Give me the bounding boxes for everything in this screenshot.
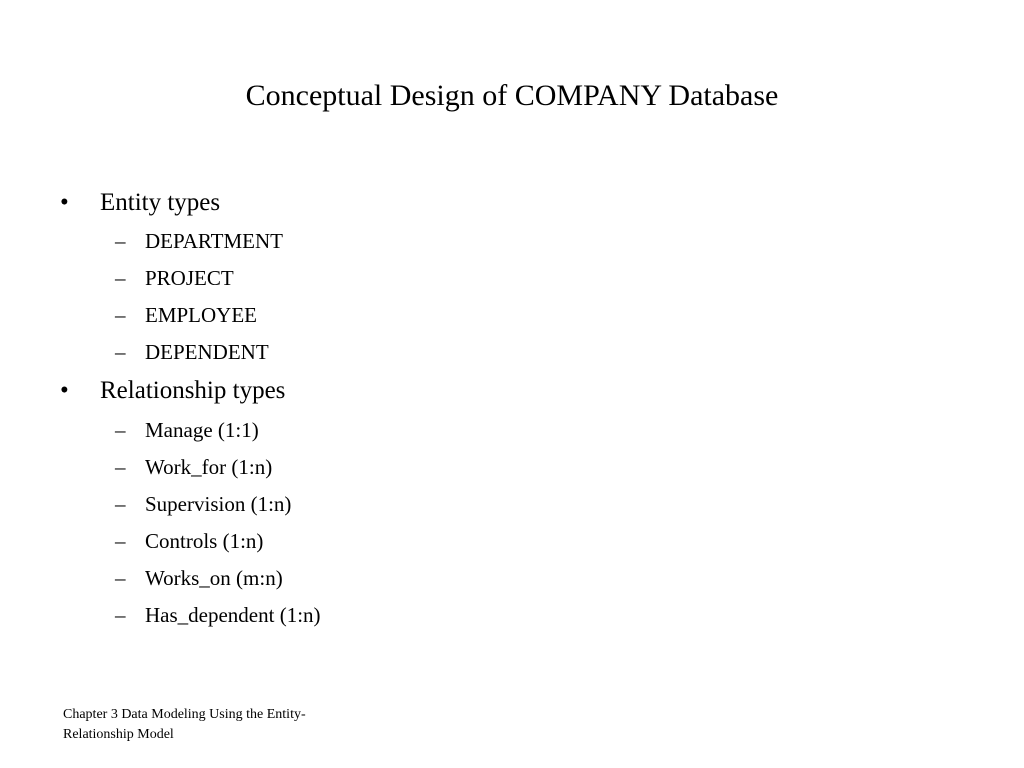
dash-icon: – <box>115 566 126 590</box>
sub-bullet-controls <box>115 528 264 554</box>
sub-bullet-text: PROJECT <box>145 266 234 290</box>
bullet-icon: • <box>60 377 69 404</box>
sub-bullet-works-on <box>115 565 283 591</box>
dash-icon: – <box>115 418 126 442</box>
sub-bullet-dependent <box>115 339 269 365</box>
sub-bullet-text: Has_dependent (1:n) <box>145 603 321 627</box>
dash-icon: – <box>115 455 126 479</box>
slide-footer <box>63 705 383 745</box>
sub-bullet-manage <box>115 417 259 443</box>
sub-bullet-text: Supervision (1:n) <box>145 492 292 516</box>
sub-bullet-text: DEPARTMENT <box>145 229 283 253</box>
sub-bullet-text: Controls (1:n) <box>145 529 264 553</box>
footer-line-2: Relationship Model <box>63 727 174 742</box>
dash-icon: – <box>115 303 126 327</box>
sub-bullet-project <box>115 265 234 291</box>
sub-bullet-text: DEPENDENT <box>145 340 269 364</box>
bullet-text: Entity types <box>100 189 221 216</box>
dash-icon: – <box>115 603 126 627</box>
sub-bullet-text: Works_on (m:n) <box>145 566 283 590</box>
sub-bullet-text: Manage (1:1) <box>145 418 259 442</box>
bullet-relationship-types <box>60 376 286 406</box>
dash-icon: – <box>115 529 126 553</box>
footer-line-1: Chapter 3 Data Modeling Using the Entity- <box>63 707 306 722</box>
sub-bullet-department <box>115 228 283 254</box>
sub-bullet-text: Work_for (1:n) <box>145 455 273 479</box>
dash-icon: – <box>115 229 126 253</box>
sub-bullet-employee <box>115 302 257 328</box>
sub-bullet-supervision <box>115 491 292 517</box>
sub-bullet-has-dependent <box>115 602 321 628</box>
dash-icon: – <box>115 340 126 364</box>
sub-bullet-text: EMPLOYEE <box>145 303 257 327</box>
dash-icon: – <box>115 266 126 290</box>
bullet-icon: • <box>60 189 69 216</box>
dash-icon: – <box>115 492 126 516</box>
bullet-text: Relationship types <box>100 377 286 404</box>
sub-bullet-work-for <box>115 454 273 480</box>
slide-title: Conceptual Design of COMPANY Database <box>245 79 779 112</box>
bullet-entity-types <box>60 188 221 218</box>
